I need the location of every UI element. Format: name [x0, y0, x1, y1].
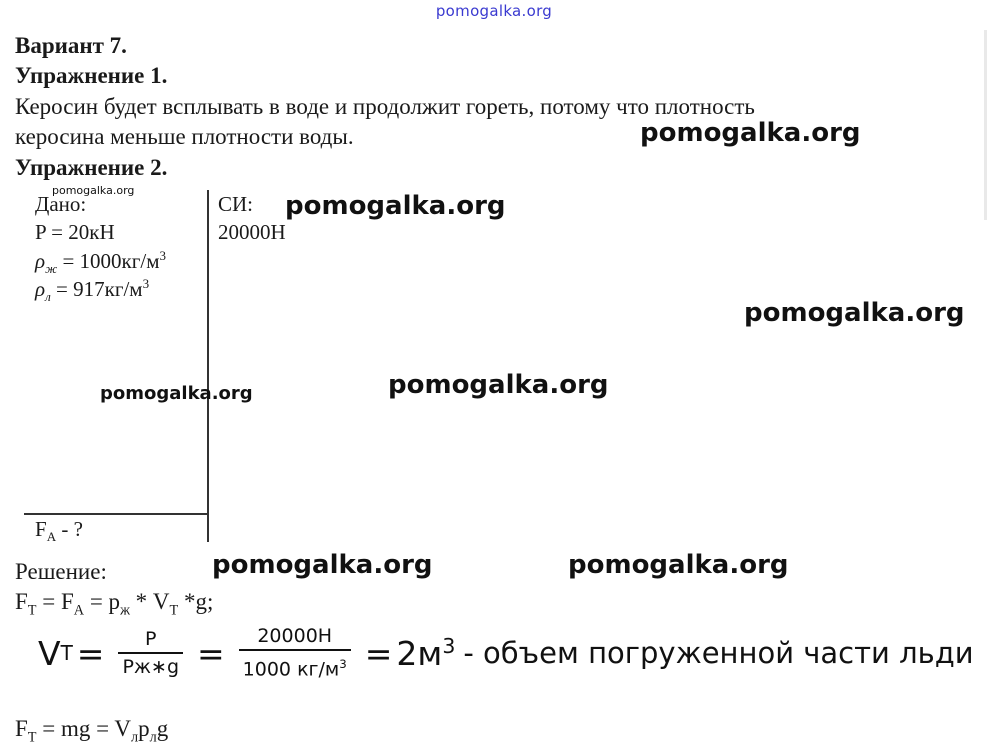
eq-sub: T — [169, 602, 179, 619]
volume-subscript: T — [60, 641, 73, 665]
power: 3 — [159, 248, 167, 263]
equals-sign: = — [197, 633, 225, 673]
eq-part: = F — [36, 589, 74, 614]
given-weight: P = 20кН — [35, 220, 115, 244]
eq-part: * V — [129, 589, 170, 614]
si-label: СИ: — [218, 192, 254, 216]
den-power: 3 — [339, 657, 347, 672]
eq-part: p — [138, 716, 150, 741]
fraction-denominator — [239, 651, 351, 682]
eq-sub: л — [149, 729, 157, 746]
si-weight: 20000Н — [218, 220, 286, 244]
top-watermark: pomogalka.org — [435, 2, 553, 20]
given-divider-horizontal — [24, 513, 208, 515]
given-label: Дано: — [35, 192, 87, 216]
density-value: = 1000кг/м — [57, 249, 160, 273]
power: 3 — [142, 276, 150, 291]
rho-symbol: ρ — [35, 249, 46, 273]
force-symbol: F — [35, 517, 47, 541]
eq-part: = mg = V — [36, 716, 132, 741]
force-subscript: A — [46, 529, 57, 545]
eq-part: F — [15, 716, 28, 741]
eq-part: g — [156, 716, 169, 741]
variant-title: Вариант 7. — [15, 33, 127, 58]
volume-description: - объем погруженной части льди — [463, 636, 974, 670]
equals-sign: = — [364, 633, 393, 673]
equation-1 — [15, 589, 213, 620]
fraction-numerator: 20000Н — [257, 625, 333, 648]
rho-subscript: л — [45, 289, 51, 305]
fraction-numeric — [239, 623, 351, 682]
eq-part: *g; — [178, 589, 214, 614]
den-text: 1000 кг/м — [242, 658, 340, 681]
exercise-2-title: Упражнение 2. — [15, 155, 168, 180]
given-divider-vertical — [207, 190, 209, 542]
equation-3 — [15, 716, 168, 747]
watermark-medium: pomogalka.org — [100, 383, 253, 404]
solution-label: Решение: — [15, 559, 107, 584]
watermark: pomogalka.org — [285, 191, 506, 221]
exercise-1-text-line1: Керосин будет всплывать в воде и продолжит гореть, потому что плотность — [15, 94, 755, 119]
exercise-1-text-line2: керосина меньше плотности воды. — [15, 124, 354, 149]
watermark: pomogalka.org — [388, 370, 609, 400]
result-power: 3 — [442, 633, 456, 658]
eq-sub: л — [131, 729, 139, 746]
watermark: pomogalka.org — [640, 118, 861, 148]
question-mark: - ? — [56, 517, 83, 541]
watermark: pomogalka.org — [744, 298, 965, 328]
result-value: 2м — [396, 633, 443, 673]
watermark: pomogalka.org — [212, 550, 433, 580]
volume-formula — [38, 618, 974, 688]
find-force — [35, 517, 83, 545]
volume-symbol: V — [38, 633, 61, 673]
rho-subscript: ж — [45, 261, 58, 277]
eq-part: F — [15, 589, 28, 614]
fraction-symbolic — [118, 626, 183, 680]
equals-sign: = — [76, 633, 105, 673]
eq-sub: T — [27, 602, 37, 619]
watermark: pomogalka.org — [568, 550, 789, 580]
rho-symbol: ρ — [35, 277, 46, 301]
eq-sub: T — [27, 729, 37, 746]
exercise-1-title: Упражнение 1. — [15, 63, 168, 88]
fraction-denominator: Pж∗g — [122, 656, 180, 678]
scrollbar-track[interactable] — [984, 30, 987, 220]
watermark-small: pomogalka.org — [52, 184, 135, 197]
eq-sub: A — [73, 602, 85, 619]
given-water-density — [35, 248, 166, 277]
fraction-numerator: P — [145, 628, 157, 650]
given-ice-density — [35, 276, 149, 305]
eq-part: = p — [84, 589, 121, 614]
density-value: = 917кг/м — [50, 277, 143, 301]
volume-result — [396, 634, 455, 673]
eq-sub: ж — [120, 602, 130, 619]
